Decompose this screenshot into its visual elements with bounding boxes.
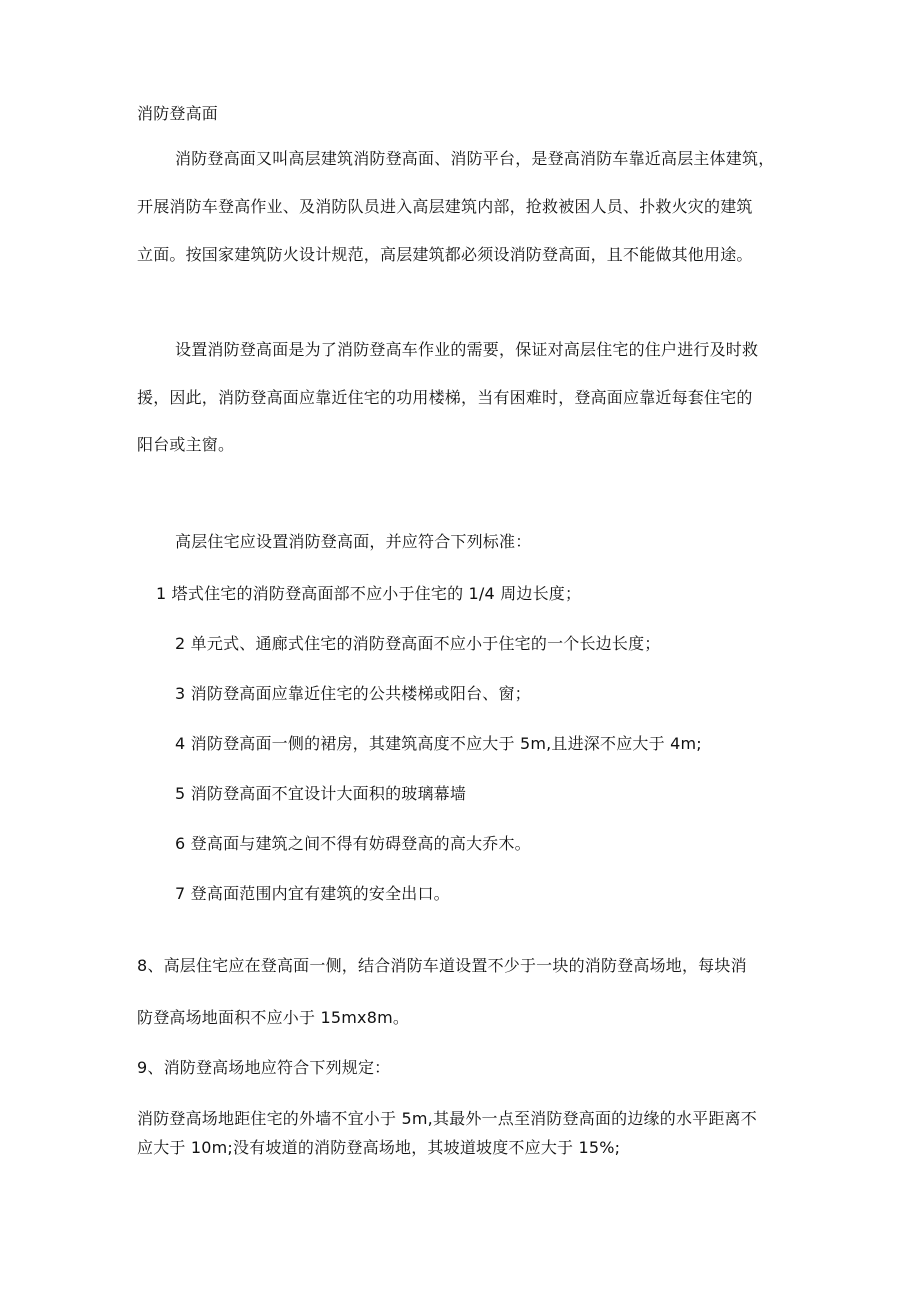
item8-line1: 8、高层住宅应在登高面一侧，结合消防车道设置不少于一块的消防登高场地，每块消 [137, 956, 747, 975]
item9-detail-line2: 应大于 10m;没有坡道的消防登高场地，其坡道坡度不应大于 15%; [137, 1138, 621, 1157]
standard-item-5: 5 消防登高面不宜设计大面积的玻璃幕墙 [175, 784, 467, 803]
paragraph1-line3: 立面。按国家建筑防火设计规范，高层建筑都必须设消防登高面，且不能做其他用途。 [137, 245, 753, 264]
paragraph2-line2: 援，因此，消防登高面应靠近住宅的功用楼梯，当有困难时，登高面应靠近每套住宅的 [137, 388, 753, 407]
item8-line2: 防登高场地面积不应小于 15mx8m。 [137, 1008, 410, 1027]
paragraph2-line1: 设置消防登高面是为了消防登高车作业的需要，保证对高层住宅的住户进行及时救 [175, 340, 759, 359]
standard-item-3: 3 消防登高面应靠近住宅的公共楼梯或阳台、窗； [175, 684, 531, 703]
standard-item-1: 1 塔式住宅的消防登高面部不应小于住宅的 1/4 周边长度； [156, 584, 582, 603]
item9-detail-line1: 消防登高场地距住宅的外墙不宜小于 5m,其最外一点至消防登高面的边缘的水平距离不 [137, 1109, 757, 1128]
document-title: 消防登高面 [137, 104, 219, 123]
standard-item-6: 6 登高面与建筑之间不得有妨碍登高的高大乔木。 [175, 834, 531, 853]
paragraph1-line2: 开展消防车登高作业、及消防队员进入高层建筑内部，抢救被困人员、扑救火灾的建筑 [137, 197, 753, 216]
standard-item-4: 4 消防登高面一侧的裙房，其建筑高度不应大于 5m,且进深不应大于 4m; [175, 734, 702, 753]
paragraph2-line3: 阳台或主窗。 [137, 435, 235, 454]
paragraph1-line1: 消防登高面又叫高层建筑消防登高面、消防平台，是登高消防车靠近高层主体建筑， [175, 149, 775, 168]
standards-intro: 高层住宅应设置消防登高面，并应符合下列标准： [175, 532, 532, 551]
standard-item-2: 2 单元式、通廊式住宅的消防登高面不应小于住宅的一个长边长度； [175, 634, 661, 653]
standard-item-7: 7 登高面范围内宜有建筑的安全出口。 [175, 884, 450, 903]
item9-heading: 9、消防登高场地应符合下列规定： [137, 1058, 391, 1077]
